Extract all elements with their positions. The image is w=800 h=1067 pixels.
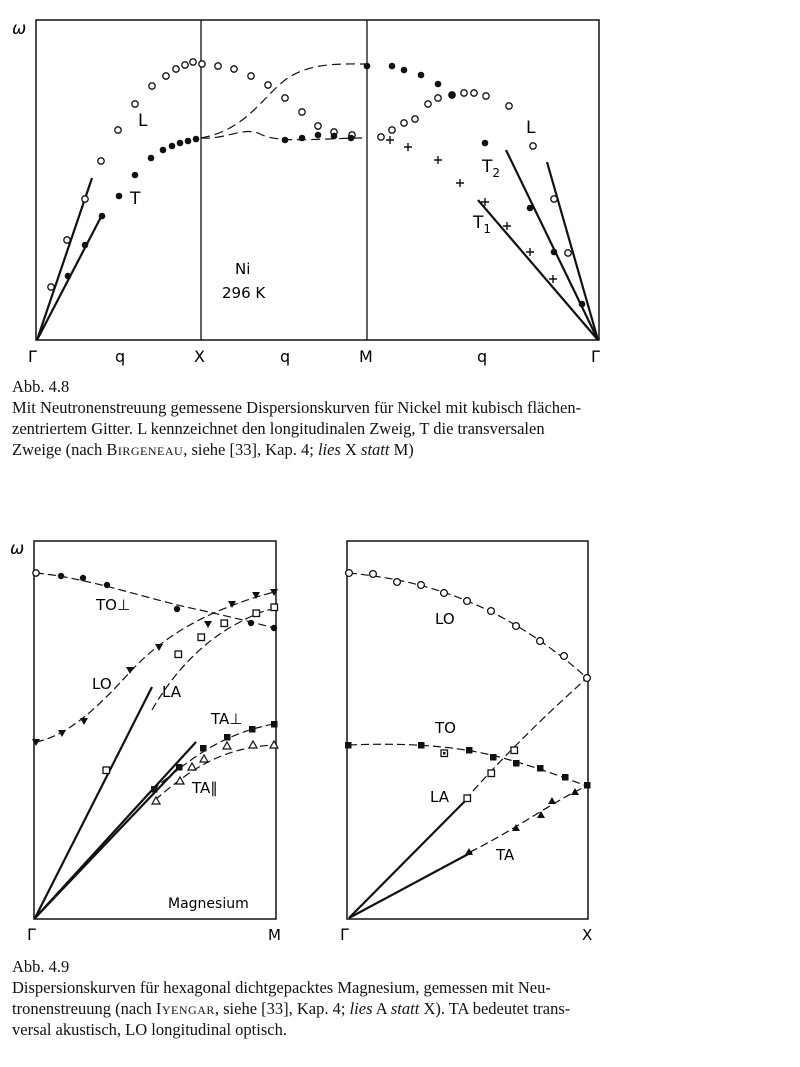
- fig49-LA-point: [175, 651, 182, 658]
- fig49-LA-point: [198, 634, 205, 641]
- fig49-right-LO-point: [394, 579, 401, 586]
- fig48-caption-line: Mit Neutronenstreuung gemessene Dispersionskurven für Nickel mit kubisch flächen-: [12, 398, 582, 417]
- fig49-right-slope-TA: [349, 852, 472, 918]
- fig49-caption-number: Abb. 4.9: [12, 957, 70, 976]
- fig49-right-LA-point: [511, 747, 518, 754]
- fig49-right-LO-point: [561, 653, 568, 660]
- fig48-temperature: 296 K: [222, 284, 266, 302]
- fig49-LO-point: [155, 644, 163, 651]
- fig49-left-material: Magnesium: [168, 896, 249, 912]
- fig49-caption-line: versal akustisch, LO longitudinal optisch.: [12, 1020, 287, 1039]
- fig48-label-L-left: L: [138, 111, 148, 131]
- fig49-TO-point: [104, 582, 110, 588]
- fig49-right-LO-point: [418, 582, 425, 589]
- fig49-right-LA-point: [488, 770, 495, 777]
- fig49-right-TO-points: [345, 742, 591, 789]
- fig49-slope-LA: [35, 687, 152, 918]
- fig49-LA-point: [221, 620, 228, 627]
- fig49-curve-right-TA: [470, 786, 587, 852]
- fig49-caption-line: tronenstreuung (nach Iyengar, siehe [33], Kap. 4; lies A statt X). TA bedeutet trans-: [12, 999, 571, 1018]
- fig49-LO-point: [126, 667, 134, 674]
- fig49-label-LA: LA: [162, 683, 181, 701]
- fig48-omega-label: ω: [12, 19, 27, 39]
- fig49-TO-point: [174, 606, 180, 612]
- fig49-TApar-point: [200, 755, 208, 762]
- fig49-right-TO-point: [345, 742, 352, 749]
- fig49-label-TOperp: TO⊥: [96, 596, 131, 614]
- fig49-right-TA-point: [571, 788, 579, 795]
- fig49-right-LO-point: [488, 608, 495, 615]
- fig49-TApar-point: [249, 741, 257, 748]
- fig48-xlabel: X: [194, 347, 205, 366]
- fig49-TApar-point: [176, 777, 184, 784]
- fig49-TO-point: [271, 625, 277, 631]
- fig49-right-LO-point: [537, 638, 544, 645]
- fig49-right-TO-point: [513, 760, 520, 767]
- fig49-left-frame: [34, 541, 276, 919]
- fig49-right-label-TA: TA: [496, 846, 515, 864]
- fig49-LA-point: [253, 610, 260, 617]
- fig49-TO-point: [248, 620, 254, 626]
- fig49-left-xlabel: M: [268, 926, 281, 944]
- fig48-xlabel: q: [477, 347, 488, 366]
- fig49-LO-point: [32, 739, 40, 746]
- fig48-label-L-right: L: [526, 118, 536, 138]
- fig49-TO-point: [58, 573, 64, 579]
- fig48-label-T-left: T: [130, 189, 141, 209]
- fig49-LO-point: [80, 718, 88, 725]
- fig49-right-TO-point: [537, 765, 544, 772]
- fig49-right-LO-point: [441, 590, 448, 597]
- fig49-right-TO-point: [466, 747, 473, 754]
- fig49-TAperp-point: [151, 786, 158, 793]
- fig49-LO-point: [204, 621, 212, 628]
- fig49-curve-TO: [36, 573, 274, 628]
- fig48-caption-line: Zweige (nach Birgeneau, siehe [33], Kap. 4; lies X statt M): [12, 440, 414, 459]
- fig49-TApar-point: [270, 741, 278, 748]
- fig49-omega-label: ω: [10, 539, 25, 559]
- fig49-right-xlabel: X: [582, 926, 593, 944]
- author-birgeneau: Birgeneau: [106, 440, 184, 459]
- fig49-TApar-point: [223, 742, 231, 749]
- fig49-right-LO-point: [513, 623, 520, 630]
- fig49-LA-point: [103, 767, 110, 774]
- fig49-right-TO-point-mixed-inner: [443, 752, 446, 755]
- fig49-right-LO-point: [464, 598, 471, 605]
- fig48-xlabel: Γ: [28, 347, 37, 366]
- fig49-right-TA-point: [548, 797, 556, 804]
- fig49-right-LO-points: [346, 570, 591, 682]
- fig49-LA-point: [271, 604, 278, 611]
- fig49-right-label-LA: LA: [430, 788, 449, 806]
- fig48-xlabel: q: [280, 347, 291, 366]
- fig49-caption: [12, 956, 788, 1040]
- fig48-material: Ni: [235, 260, 251, 278]
- fig48-label-T2: $T_2$: [482, 157, 501, 180]
- fig49-right-LO-point: [584, 675, 591, 682]
- fig48-xlabel: M: [359, 347, 373, 366]
- fig48-caption-line: zentriertem Gitter. L kennzeichnet den longitudinalen Zweig, T die transversalen: [12, 419, 545, 438]
- fig49-right-TO-point: [562, 774, 569, 781]
- fig49-TAperp-point: [224, 734, 231, 741]
- fig49-right-LA-point: [464, 795, 471, 802]
- fig49-right-label-LO: LO: [435, 610, 455, 628]
- fig49-TAperp-point: [176, 764, 183, 771]
- fig49-right-LO-point: [370, 571, 377, 578]
- fig49-right-TO-point: [584, 782, 591, 789]
- fig49-TAperp-point: [200, 745, 207, 752]
- fig49-TAperp-point: [271, 721, 278, 728]
- fig49-TO-point-open: [33, 570, 39, 576]
- fig49-TO-point: [80, 575, 86, 581]
- fig49-label-TApar: TA∥: [192, 779, 218, 797]
- fig49-left-xlabel: Γ: [27, 925, 36, 944]
- author-iyengar: Iyengar: [155, 999, 215, 1018]
- fig48-xlabel: Γ: [591, 347, 600, 366]
- fig48-label-T1: $T_1$: [473, 213, 492, 236]
- fig49-right-LO-point: [346, 570, 353, 577]
- fig49-caption-line: Dispersionskurven für hexagonal dichtgepacktes Magnesium, gemessen mit Neu-: [12, 978, 551, 997]
- fig49-right-TO-point: [490, 754, 497, 761]
- fig49-TApar-point: [152, 797, 160, 804]
- fig49-curve-right-LO: [349, 573, 587, 678]
- fig49-right-TO-point: [418, 742, 425, 749]
- fig49-right-label-TO: TO: [435, 719, 456, 737]
- fig49-TAperp-point: [249, 726, 256, 733]
- fig49-TApar-point: [188, 763, 196, 770]
- fig49-label-LO: LO: [92, 675, 112, 693]
- fig49-label-TAperp: TA⊥: [211, 710, 243, 728]
- fig49-right-TA-points: [465, 788, 579, 855]
- fig49-right-xlabel: Γ: [340, 925, 349, 944]
- fig49-curve-right-LA: [465, 678, 587, 800]
- fig49-right-slope-LA: [349, 796, 470, 918]
- fig49-right-TA-point: [537, 811, 545, 818]
- fig48-caption-number: Abb. 4.8: [12, 377, 70, 396]
- fig48-xlabel: q: [115, 347, 126, 366]
